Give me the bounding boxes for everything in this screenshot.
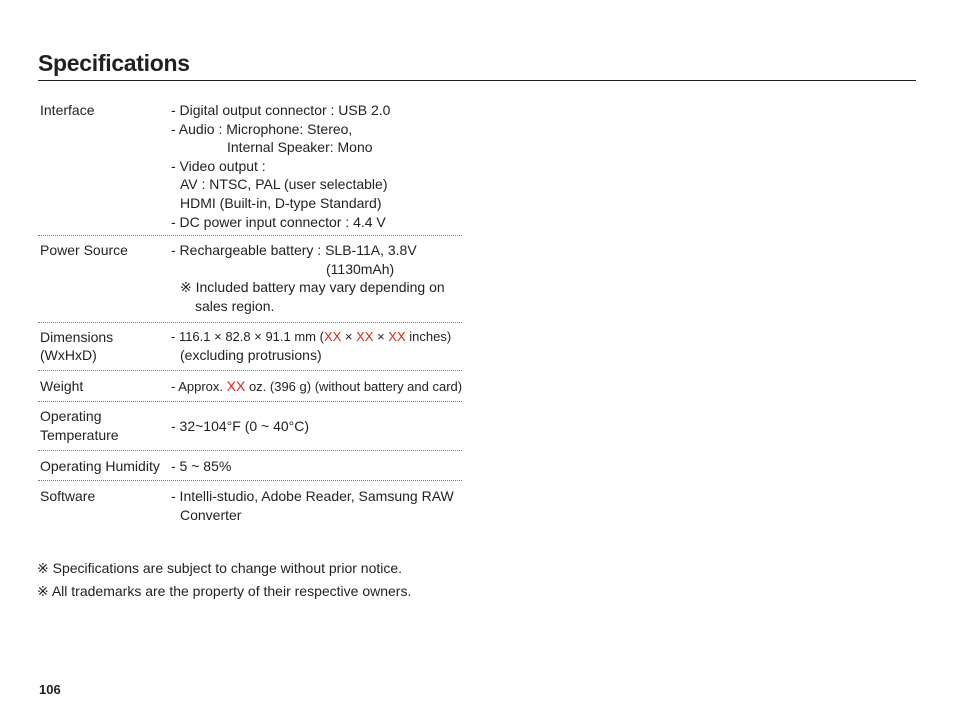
spec-row-humidity	[38, 451, 462, 482]
spec-line: (excluding protrusions)	[180, 347, 322, 364]
spec-label-line: Operating	[40, 408, 102, 425]
spec-line: - Video output :	[171, 157, 266, 174]
spec-value-software	[171, 487, 462, 524]
spec-value-dimensions	[171, 328, 462, 365]
spec-label-humidity: Operating Humidity	[40, 457, 160, 474]
spec-label-line: (WxHxD)	[40, 347, 97, 364]
footnotes	[37, 559, 411, 605]
spec-line: HDMI (Built-in, D-type Standard)	[180, 194, 382, 211]
weight-prefix: - Approx.	[171, 378, 227, 394]
spec-line: - Rechargeable battery : SLB-11A, 3.8V	[171, 242, 417, 259]
placeholder-xx: XX	[323, 328, 342, 344]
title-divider	[38, 80, 916, 81]
spec-label-dimensions	[38, 328, 171, 365]
spec-row-software	[38, 481, 462, 528]
placeholder-xx: XX	[388, 328, 406, 344]
spec-value-power-source	[171, 241, 462, 315]
spec-label-interface: Interface	[40, 102, 95, 118]
placeholder-xx: XX	[226, 377, 246, 394]
times-sign: ×	[341, 328, 357, 344]
spec-line	[171, 328, 462, 347]
spec-label-weight: Weight	[40, 377, 84, 394]
dimensions-mm: - 116.1 × 82.8 × 91.1 mm (	[171, 328, 324, 344]
spec-line: - Digital output connector : USB 2.0	[171, 102, 391, 118]
footnote-change-notice: ※ Specifications are subject to change without prior notice.	[37, 560, 403, 576]
spec-row-power-source	[38, 236, 462, 322]
spec-value-humidity	[171, 457, 462, 476]
inches-unit: inches)	[405, 328, 452, 344]
spec-label-power-source: Power Source	[40, 242, 128, 259]
spec-line: - 32~104°F (0 ~ 40°C)	[171, 417, 310, 434]
spec-value-interface	[171, 101, 462, 231]
spec-line: - 5 ~ 85%	[171, 457, 232, 474]
spec-line: (1130mAh)	[326, 260, 395, 277]
page-number: 106	[39, 682, 61, 697]
footnote-trademarks: ※ All trademarks are the property of their respective owners.	[37, 583, 412, 599]
spec-label-line: Dimensions	[40, 328, 114, 345]
spec-line: Internal Speaker: Mono	[227, 139, 373, 156]
spec-value-weight	[171, 377, 462, 397]
page-title: Specifications	[38, 50, 190, 76]
spec-line: Converter	[180, 506, 242, 523]
spec-value-temperature	[171, 417, 462, 436]
spec-line: - DC power input connector : 4.4 V	[171, 213, 386, 230]
spec-row-weight	[38, 371, 462, 403]
spec-label-software: Software	[40, 488, 96, 505]
spec-label-temperature	[38, 407, 171, 444]
spec-row-temperature	[38, 402, 462, 450]
spec-label-line: Temperature	[40, 426, 119, 443]
spec-line: - Intelli-studio, Adobe Reader, Samsung RAW	[171, 488, 454, 505]
specifications-table	[38, 96, 462, 528]
spec-row-interface	[38, 96, 462, 236]
spec-line: ※ Included battery may vary depending on	[180, 279, 445, 296]
times-sign: ×	[373, 328, 389, 344]
spec-line: AV : NTSC, PAL (user selectable)	[180, 176, 388, 193]
spec-line: - Audio : Microphone: Stereo,	[171, 120, 353, 137]
weight-suffix: oz. (396 g) (without battery and card)	[245, 378, 463, 394]
spec-row-dimensions	[38, 323, 462, 371]
spec-line: sales region.	[195, 297, 275, 314]
placeholder-xx: XX	[356, 328, 374, 344]
spec-line	[171, 377, 462, 397]
